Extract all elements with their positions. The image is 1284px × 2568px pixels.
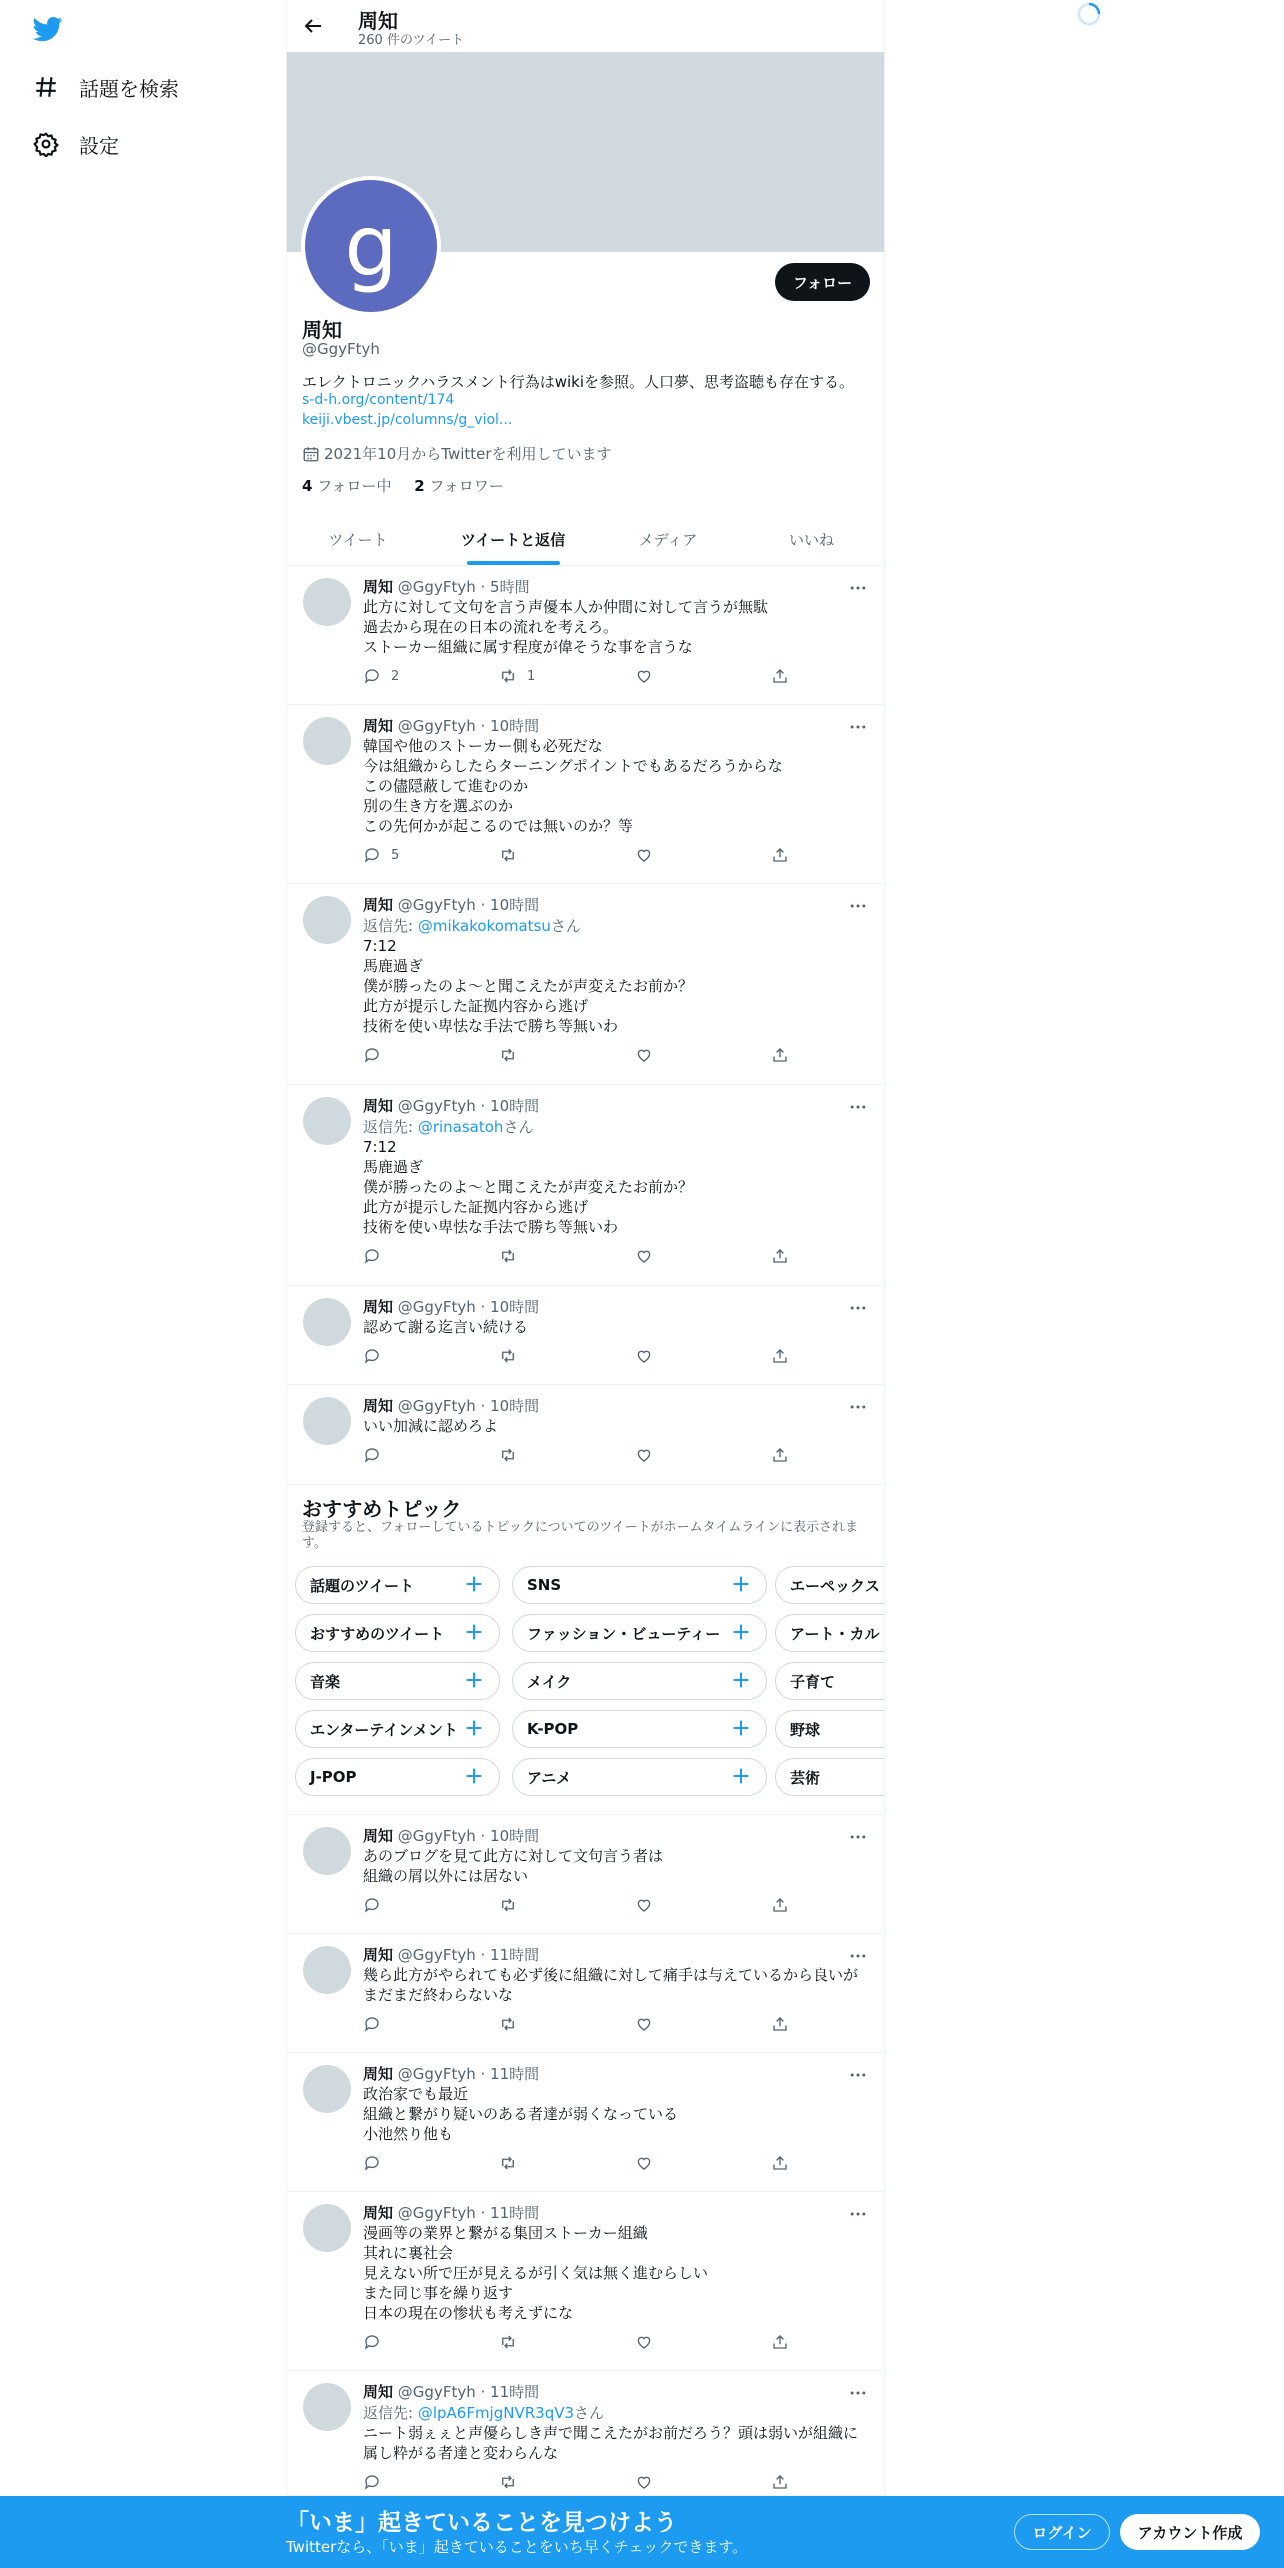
more-options-icon[interactable]: [848, 1946, 868, 1966]
retweet-button[interactable]: [499, 2473, 527, 2491]
profile-header-bar: [287, 0, 884, 52]
tweet-header: [363, 1944, 539, 1965]
profile-joined-date: [302, 443, 612, 464]
share-button[interactable]: [771, 2333, 799, 2351]
retweet-button[interactable]: [499, 2333, 527, 2351]
tweet-author-handle[interactable]: @GgyFtyh: [397, 2204, 476, 2222]
tab-media[interactable]: メディア: [638, 531, 698, 549]
share-icon: [771, 2333, 789, 2351]
plus-icon: [730, 1621, 752, 1643]
topic-chip[interactable]: [295, 1758, 500, 1796]
topic-chip[interactable]: [775, 1758, 885, 1796]
topic-chip-label: 話題のツイート: [310, 1576, 414, 1595]
reply-icon: [363, 1347, 381, 1365]
tweet-dot-separator: ·: [475, 1827, 491, 1845]
like-button[interactable]: [635, 1446, 663, 1464]
tweet-text: 漫画等の業界と繋がる集団ストーカー組織 其れに裏社会 見えない所で圧が見えるが引く気は無く進むらしい また同じ事を繰り返す 日本の現在の惨状も考えずにな: [363, 2224, 709, 2322]
share-button[interactable]: [771, 2154, 799, 2172]
reply-icon: [363, 2154, 381, 2172]
tweet-avatar[interactable]: [303, 2383, 351, 2431]
active-tab-indicator: [467, 561, 560, 565]
tweet-author-handle[interactable]: @GgyFtyh: [397, 1298, 476, 1316]
tweet-actions: [363, 1347, 803, 1367]
plus-icon: [463, 1717, 485, 1739]
tweet-author-handle[interactable]: @GgyFtyh: [397, 578, 476, 596]
reply-icon: [363, 1896, 381, 1914]
retweet-icon: [499, 2473, 517, 2491]
heart-icon: [635, 1896, 653, 1914]
retweet-icon: [499, 2333, 517, 2351]
tweet-author-handle[interactable]: @GgyFtyh: [397, 1397, 476, 1415]
retweet-count: 1: [527, 668, 536, 684]
more-options-icon[interactable]: [848, 578, 868, 598]
tweet-text: ニート弱ぇぇと声優らしき声で聞こえたがお前だろう？頭は弱いが組織に 属し粋がる者達と変わらんな: [363, 2424, 859, 2462]
like-button[interactable]: [635, 846, 663, 864]
more-options-icon[interactable]: [848, 2065, 868, 2085]
like-button[interactable]: [635, 1247, 663, 1265]
tweet[interactable]: [287, 1934, 884, 2053]
tweet-author-handle[interactable]: @GgyFtyh: [397, 1946, 476, 1964]
topic-chip[interactable]: [512, 1710, 767, 1748]
tweet[interactable]: [287, 1385, 884, 1485]
tweet-author-name[interactable]: 周知: [363, 896, 394, 914]
tweet-text: 此方に対して文句を言う声優本人か仲間に対して言うが無駄 過去から現在の日本の流れを考えろ。 ストーカー組織に属す程度が偉そうな事を言うな: [363, 598, 769, 656]
recommended-topics-subtitle: 登録すると、フォローしているトピックについてのツイートがホームタイムラインに表示されます。: [302, 1520, 859, 1551]
tweet-text: 幾ら此方がやられても必ず後に組織に対して痛手は与えているから良いが まだまだ終わらないな: [363, 1966, 859, 2004]
retweet-button[interactable]: [499, 2015, 527, 2033]
tweet-author-name[interactable]: 周知: [363, 2065, 394, 2083]
tweet-dot-separator: ·: [475, 1097, 491, 1115]
tweet-header: [363, 894, 539, 915]
retweet-icon: [499, 1896, 517, 1914]
topic-chip-label: 音楽: [310, 1672, 341, 1691]
reply-button[interactable]: [363, 1446, 391, 1464]
tweet-time[interactable]: 11時間: [490, 1946, 540, 1964]
share-icon: [771, 1446, 789, 1464]
tweet-avatar[interactable]: [303, 1298, 351, 1346]
share-button[interactable]: [771, 1046, 799, 1064]
tweet-text: 7:12 馬鹿過ぎ 僕が勝ったのよ〜と聞こえたが声変えたお前か？ 此方が提示した証拠内容から逃げ 技術を使い卑怯な手法で勝ち等無いわ: [363, 937, 694, 1035]
topic-chip-label: J-POP: [310, 1768, 357, 1786]
retweet-button[interactable]: [499, 667, 535, 685]
reply-to-line: [363, 915, 581, 936]
like-button[interactable]: [635, 2473, 663, 2491]
tweet[interactable]: [287, 2192, 884, 2371]
signup-prompt-subtitle: Twitterなら、「いま」起きていることをいち早くチェックできます。: [286, 2538, 748, 2556]
plus-icon: [730, 1765, 752, 1787]
more-options-icon[interactable]: [848, 1827, 868, 1847]
tweet-dot-separator: ·: [475, 1298, 491, 1316]
tweet-author-handle[interactable]: @GgyFtyh: [397, 1097, 476, 1115]
topic-chip-label: ファッション・ビューティー: [527, 1624, 721, 1643]
retweet-button[interactable]: [499, 846, 527, 864]
retweet-icon: [499, 1347, 517, 1365]
profile-link-1[interactable]: s-d-h.org/content/174: [302, 392, 455, 408]
signup-prompt-bar: [0, 2496, 1284, 2568]
topic-chip[interactable]: [775, 1566, 885, 1604]
tweet-dot-separator: ·: [475, 717, 491, 735]
topic-chip-label: エーペックス: [790, 1576, 880, 1595]
tweet-avatar[interactable]: [303, 896, 351, 944]
more-options-icon[interactable]: [848, 2204, 868, 2224]
tweet-time[interactable]: 5時間: [490, 578, 530, 596]
topic-chip-label: アート・カル: [790, 1624, 880, 1643]
tab-likes[interactable]: いいね: [788, 531, 834, 549]
joined-text: 2021年10月からTwitterを利用しています: [324, 445, 612, 463]
profile-bio: エレクトロニックハラスメント行為はwikiを参照。人口夢、思考盗聴も存在する。: [302, 373, 855, 391]
topic-chip[interactable]: [512, 1566, 767, 1604]
tweet-avatar[interactable]: [303, 2065, 351, 2113]
heart-icon: [635, 1046, 653, 1064]
plus-icon: [463, 1621, 485, 1643]
tweet-actions: [363, 846, 803, 866]
tweet-header: [363, 576, 530, 597]
share-icon: [771, 2015, 789, 2033]
tweet-actions: [363, 1247, 803, 1267]
profile-name: 周知: [302, 318, 342, 342]
reply-icon: [363, 846, 381, 864]
tweet-author-name[interactable]: 周知: [363, 1298, 394, 1316]
topic-chip-label: K-POP: [527, 1720, 579, 1738]
following-link[interactable]: [302, 477, 391, 495]
like-button[interactable]: [635, 1046, 663, 1064]
tweet-author-name[interactable]: 周知: [363, 2383, 394, 2401]
like-button[interactable]: [635, 2015, 663, 2033]
retweet-button[interactable]: [499, 1247, 527, 1265]
back-arrow-icon[interactable]: [301, 14, 325, 38]
topic-chip-label: 芸術: [790, 1768, 821, 1787]
heart-icon: [635, 1446, 653, 1464]
reply-count: 5: [391, 847, 400, 863]
reply-to-line: [363, 1116, 533, 1137]
tweet-time[interactable]: 11時間: [490, 2065, 540, 2083]
tweet-avatar[interactable]: [303, 1946, 351, 1994]
reply-button[interactable]: [363, 1896, 391, 1914]
page-title: 周知: [358, 9, 398, 33]
retweet-button[interactable]: [499, 1446, 527, 1464]
plus-icon: [730, 1717, 752, 1739]
reply-button[interactable]: [363, 846, 399, 864]
tweet-dot-separator: ·: [475, 2065, 491, 2083]
plus-icon: [730, 1669, 752, 1691]
topic-chip-label: アニメ: [527, 1768, 572, 1787]
tweet-time[interactable]: 10時間: [490, 1827, 540, 1845]
tweet-header: [363, 2063, 539, 2084]
retweet-button[interactable]: [499, 1046, 527, 1064]
profile-tabs: [287, 513, 884, 566]
like-button[interactable]: [635, 1896, 663, 1914]
tweet[interactable]: [287, 1815, 884, 1934]
topic-chip[interactable]: [512, 1614, 767, 1652]
profile-handle: @GgyFtyh: [302, 340, 380, 358]
share-button[interactable]: [771, 1446, 799, 1464]
tab-tweets[interactable]: ツイート: [328, 531, 388, 549]
heart-icon: [635, 1347, 653, 1365]
profile-avatar[interactable]: g: [301, 176, 441, 316]
reply-icon: [363, 1046, 381, 1064]
tweet-avatar[interactable]: [303, 1097, 351, 1145]
tweet-actions: [363, 2015, 803, 2035]
profile-stats: [302, 475, 504, 496]
reply-icon: [363, 2015, 381, 2033]
topic-chip-label: 子育て: [790, 1672, 836, 1691]
tweet-author-handle[interactable]: @GgyFtyh: [397, 896, 476, 914]
tweet-avatar[interactable]: [303, 578, 351, 626]
share-button[interactable]: [771, 2473, 799, 2491]
tweet-author-name[interactable]: 周知: [363, 578, 394, 596]
reply-button[interactable]: [363, 2154, 391, 2172]
tweet[interactable]: [287, 2053, 884, 2192]
tweet-text: 7:12 馬鹿過ぎ 僕が勝ったのよ〜と聞こえたが声変えたお前か？ 此方が提示した証拠内容から逃げ 技術を使い卑怯な手法で勝ち等無いわ: [363, 1138, 694, 1236]
tweet-dot-separator: ·: [475, 578, 491, 596]
share-icon: [771, 2473, 789, 2491]
plus-icon: [463, 1573, 485, 1595]
tweet-time[interactable]: 10時間: [490, 1298, 540, 1316]
followers-link[interactable]: [414, 477, 503, 495]
tab-tweets-replies[interactable]: ツイートと返信: [460, 531, 566, 549]
tweet-actions: [363, 1446, 803, 1466]
follow-button[interactable]: フォロー: [775, 263, 870, 301]
reply-to-suffix: さん: [574, 2404, 605, 2422]
topic-chip-label: メイク: [527, 1672, 572, 1691]
tweet-author-name[interactable]: 周知: [363, 1946, 394, 1964]
calendar-icon: [302, 445, 320, 463]
tweet[interactable]: [287, 884, 884, 1085]
like-button[interactable]: [635, 2154, 663, 2172]
topic-chip[interactable]: [775, 1662, 885, 1700]
tweet-author-handle[interactable]: @GgyFtyh: [397, 1827, 476, 1845]
retweet-icon: [499, 1446, 517, 1464]
tweet-actions: [363, 667, 803, 687]
tweet-avatar[interactable]: [303, 1827, 351, 1875]
topic-chip[interactable]: [512, 1758, 767, 1796]
share-icon: [771, 1896, 789, 1914]
share-button[interactable]: [771, 1247, 799, 1265]
reply-button[interactable]: [363, 667, 399, 685]
sidebar: [0, 0, 286, 2496]
tweet-text: あのブログを見て此方に対して文句言う者は 組織の屑以外には居ない: [363, 1847, 664, 1885]
tweet-header: [363, 1095, 539, 1116]
tweet-actions: [363, 2154, 803, 2174]
share-button[interactable]: [771, 667, 799, 685]
reply-to-handle[interactable]: @lpA6FmjgNVR3qV3: [417, 2404, 575, 2422]
followers-count: 2: [414, 477, 425, 495]
share-icon: [771, 1347, 789, 1365]
tweet-text: 認めて謝る迄言い続ける: [363, 1318, 529, 1336]
more-options-icon[interactable]: [848, 2383, 868, 2403]
tweet-text: 政治家でも最近 組織と繋がり疑いのある者達が弱くなっている 小池然り他も: [363, 2085, 679, 2143]
retweet-button[interactable]: [499, 1896, 527, 1914]
tweet-author-name[interactable]: 周知: [363, 2204, 394, 2222]
reply-button[interactable]: [363, 1046, 391, 1064]
share-button[interactable]: [771, 1896, 799, 1914]
tweet-header: [363, 1395, 539, 1416]
recommended-topics-title: おすすめトピック: [302, 1497, 462, 1521]
twitter-logo-icon[interactable]: [33, 14, 63, 44]
heart-icon: [635, 846, 653, 864]
reply-icon: [363, 2473, 381, 2491]
share-icon: [771, 846, 789, 864]
sidebar-item-label: 話題を検索: [79, 76, 179, 101]
more-options-icon[interactable]: [848, 1298, 868, 1318]
tweet-actions: [363, 2333, 803, 2353]
signup-prompt-title: 「いま」起きていることを見つけよう: [286, 2510, 677, 2536]
tweet-author-handle[interactable]: @GgyFtyh: [397, 717, 476, 735]
tweet-author-name[interactable]: 周知: [363, 1827, 394, 1845]
reply-to-label: 返信先:: [363, 1118, 418, 1136]
tweet-avatar[interactable]: [303, 717, 351, 765]
gear-icon: [33, 131, 59, 157]
retweet-icon: [499, 2015, 517, 2033]
more-options-icon[interactable]: [848, 1097, 868, 1117]
reply-button[interactable]: [363, 1347, 391, 1365]
tweet[interactable]: [287, 566, 884, 705]
reply-button[interactable]: [363, 1247, 391, 1265]
tweet-time[interactable]: 10時間: [490, 1097, 540, 1115]
tweet-text: 韓国や他のストーカー側も必死だな 今は組織からしたらターニングポイントでもあるだろうからな この儘隠蔽して進むのか 別の生き方を選ぶのか この先何かが起こるのでは無いのか？等: [363, 737, 783, 835]
retweet-icon: [499, 1247, 517, 1265]
reply-count: 2: [391, 668, 400, 684]
followers-label: フォロワー: [424, 477, 504, 495]
tweet-dot-separator: ·: [475, 896, 491, 914]
topic-chip[interactable]: [295, 1710, 500, 1748]
reply-to-handle[interactable]: @mikakokomatsu: [417, 917, 551, 935]
share-button[interactable]: [771, 846, 799, 864]
tweet-author-name[interactable]: 周知: [363, 717, 394, 735]
reply-to-line: [363, 2402, 604, 2423]
topic-chip[interactable]: [775, 1710, 885, 1748]
more-options-icon[interactable]: [848, 717, 868, 737]
plus-icon: [730, 1573, 752, 1595]
tweet-avatar[interactable]: [303, 1397, 351, 1445]
reply-to-handle[interactable]: @rinasatoh: [417, 1118, 504, 1136]
topic-chip-label: おすすめのツイート: [310, 1624, 445, 1643]
more-options-icon[interactable]: [848, 896, 868, 916]
sidebar-item-label: 設定: [79, 133, 119, 158]
more-options-icon[interactable]: [848, 1397, 868, 1417]
retweet-icon: [499, 2154, 517, 2172]
topic-chip[interactable]: [295, 1662, 500, 1700]
heart-icon: [635, 1247, 653, 1265]
share-icon: [771, 1247, 789, 1265]
tweet[interactable]: [287, 1286, 884, 1385]
share-icon: [771, 1046, 789, 1064]
like-button[interactable]: [635, 667, 663, 685]
tweet-time[interactable]: 10時間: [490, 896, 540, 914]
share-button[interactable]: [771, 2015, 799, 2033]
topic-chip-label: 野球: [790, 1720, 821, 1739]
tweet-header: [363, 2381, 539, 2402]
tweet[interactable]: [287, 2371, 884, 2496]
heart-icon: [635, 2154, 653, 2172]
retweet-icon: [499, 1046, 517, 1064]
reply-icon: [363, 2333, 381, 2351]
share-icon: [771, 2154, 789, 2172]
reply-icon: [363, 1446, 381, 1464]
tweet-author-name[interactable]: 周知: [363, 1397, 394, 1415]
tweet[interactable]: [287, 705, 884, 884]
reply-icon: [363, 1247, 381, 1265]
tweet[interactable]: [287, 1085, 884, 1286]
login-button[interactable]: ログイン: [1014, 2514, 1110, 2550]
signup-button[interactable]: アカウント作成: [1120, 2514, 1260, 2550]
tweet-actions: [363, 2473, 803, 2493]
tweet-header: [363, 715, 539, 736]
tweet-author-handle[interactable]: @GgyFtyh: [397, 2383, 476, 2401]
reply-to-suffix: さん: [550, 917, 581, 935]
topic-chip-label: SNS: [527, 1576, 562, 1594]
reply-button[interactable]: [363, 2473, 391, 2491]
reply-button[interactable]: [363, 2015, 391, 2033]
tweet-time[interactable]: 11時間: [490, 2383, 540, 2401]
tweet-time[interactable]: 10時間: [490, 1397, 540, 1415]
tweet-dot-separator: ·: [475, 2204, 491, 2222]
heart-icon: [635, 2473, 653, 2491]
topic-chip[interactable]: [775, 1614, 885, 1652]
heart-icon: [635, 667, 653, 685]
plus-icon: [463, 1669, 485, 1691]
tweet-author-name[interactable]: 周知: [363, 1097, 394, 1115]
topic-chip[interactable]: [295, 1566, 500, 1604]
profile-column: [286, 0, 885, 2496]
tweet-count: 260 件のツイート: [358, 33, 465, 48]
sidebar-item-settings[interactable]: [33, 124, 119, 164]
topic-chip[interactable]: [295, 1614, 500, 1652]
share-icon: [771, 667, 789, 685]
tweet-time[interactable]: 11時間: [490, 2204, 540, 2222]
tweet-dot-separator: ·: [475, 1946, 491, 1964]
plus-icon: [463, 1765, 485, 1787]
retweet-icon: [499, 846, 517, 864]
following-label: フォロー中: [312, 477, 392, 495]
tweet-avatar[interactable]: [303, 2204, 351, 2252]
recommended-topics: [287, 1485, 884, 1815]
tweet-header: [363, 1825, 539, 1846]
topic-chip[interactable]: [512, 1662, 767, 1700]
reply-icon: [363, 667, 381, 685]
like-button[interactable]: [635, 2333, 663, 2351]
tweet-dot-separator: ·: [475, 1397, 491, 1415]
following-count: 4: [302, 477, 313, 495]
like-button[interactable]: [635, 1347, 663, 1365]
retweet-button[interactable]: [499, 2154, 527, 2172]
tweet-actions: [363, 1046, 803, 1066]
sidebar-item-explore[interactable]: [33, 67, 179, 107]
tweet-actions: [363, 1896, 803, 1916]
hashtag-icon: [33, 74, 59, 100]
tweet-dot-separator: ·: [475, 2383, 491, 2401]
retweet-button[interactable]: [499, 1347, 527, 1365]
profile-link-2[interactable]: keiji.vbest.jp/columns/g_viol...: [302, 412, 513, 428]
share-button[interactable]: [771, 1347, 799, 1365]
reply-to-label: 返信先:: [363, 2404, 418, 2422]
tweet-header: [363, 1296, 539, 1317]
loading-spinner-icon: [1076, 1, 1102, 27]
reply-to-suffix: さん: [503, 1118, 534, 1136]
reply-to-label: 返信先:: [363, 917, 418, 935]
heart-icon: [635, 2015, 653, 2033]
tweet-author-handle[interactable]: @GgyFtyh: [397, 2065, 476, 2083]
tweet-header: [363, 2202, 539, 2223]
topic-chip-label: エンターテインメント: [310, 1720, 458, 1739]
heart-icon: [635, 2333, 653, 2351]
reply-button[interactable]: [363, 2333, 391, 2351]
tweet-text: いい加減に認めろよ: [363, 1417, 499, 1435]
tweet-time[interactable]: 10時間: [490, 717, 540, 735]
retweet-icon: [499, 667, 517, 685]
